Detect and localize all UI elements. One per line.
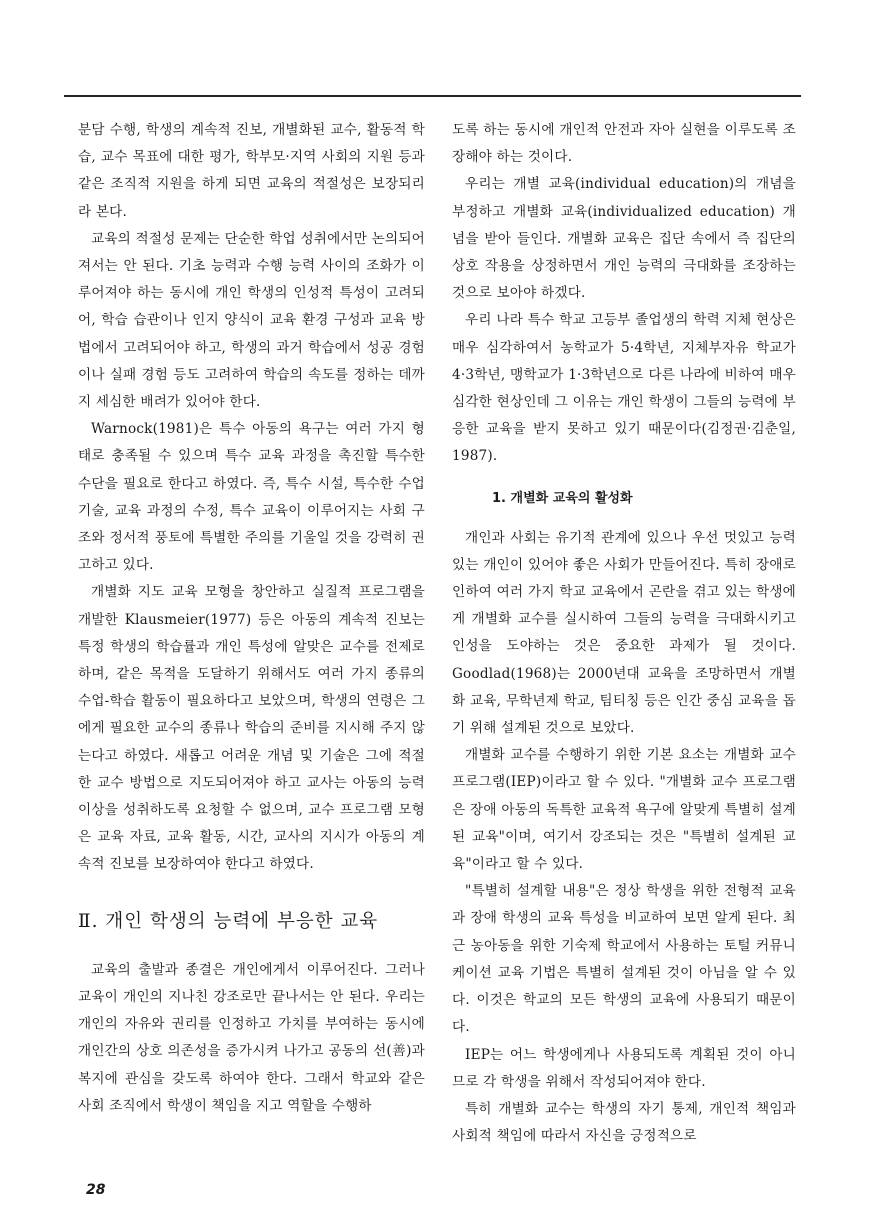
paragraph: IEP는 어느 학생에게나 사용되도록 계획된 것이 아니므로 각 학생을 위해서 작성되어져야 한다. [452, 1046, 796, 1090]
sub-heading: 1. 개별화 교육의 활성화 [492, 490, 633, 506]
paragraph: 교육의 출발과 종결은 개인에게서 이루어진다. 그러나 교육이 개인의 지나친 강조로만 끝나서는 안 된다. 우리는 개인의 자유와 권리를 인정하고 가치를 부여하는 동시에 개인간의 상호 의존성을 증가시켜 나가고 공동의 선(善)과 복지에 관심을 갖도록 하여야 한다. 그래서 학교와 같은 사회 조직에서 학생이 책임을 지고 역할을 수행하 [78, 961, 425, 1114]
paragraph: Warnock(1981)은 특수 아동의 욕구는 여러 가지 형태로 충족될 수 있으며 특수 교육 과정을 촉진할 특수한 수단을 필요로 한다고 하였다. 즉, 특수 시설, 특수한 수업 기술, 교육 과정의 수정, 특수 교육이 이루어지는 사회 구조와 정서적 풍토에 특별한 주의를 기울일 것을 강력히 권고하고 있다. [78, 421, 425, 574]
right-column [452, 117, 796, 1150]
paragraph: 개별화 교수를 수행하기 위한 기본 요소는 개별화 교수 프로그램(IEP)이라고 할 수 있다. "개별화 교수 프로그램은 장애 아동의 독특한 교육적 욕구에 알맞게 특별히 설계된 교육"이며, 여기서 강조되는 것은 "특별히 설계된 교육"이라고 할 수 있다. [452, 747, 796, 873]
paragraph: 개인과 사회는 유기적 관계에 있으나 우선 멋있고 능력있는 개인이 있어야 좋은 사회가 만들어진다. 특히 장애로 인하여 여러 가지 학교 교육에서 곤란을 겪고 있는 학생에게 개별화 교수를 실시하여 그들의 능력을 극대화시키고 인성을 도야하는 것은 중요한 과제가 될 것이다. Goodlad(1968)는 2000년대 교육을 조망하면서 개별화 교육, 무학년제 학교, 팀티칭 등은 인간 중심 교육을 돕기 위해 설계된 것으로 보았다. [452, 529, 796, 737]
paragraph: "특별히 설계할 내용"은 정상 학생을 위한 전형적 교육과 장애 학생의 교육 특성을 비교하여 보면 알게 된다. 최근 농아동을 위한 기숙제 학교에서 사용하는 토털 커뮤니케이션 교육 기법은 특별히 설계된 것이 아님을 알 수 있다. 이것은 학교의 모든 학생의 교육에 사용되기 때문이다. [452, 883, 796, 1036]
paragraph: 개별화 지도 교육 모형을 창안하고 실질적 프로그램을 개발한 Klausmeier(1977) 등은 아동의 계속적 진보는 특정 학생의 학습률과 개인 특성에 알맞은 교수를 전제로 하며, 같은 목적을 도달하기 위해서도 여러 가지 종류의 수업-학습 활동이 필요하다고 보았으며, 학생의 연령은 그에게 필요한 교수의 종류나 학습의 준비를 지시해 주지 않는다고 하였다. 새롭고 어려운 개념 및 기술은 그에 적절한 교수 방법으로 지도되어져야 하고 교사는 아동의 능력 이상을 성취하도록 요청할 수 없으며, 교수 프로그램 모형은 교육 자료, 교육 활동, 시간, 교사의 지시가 아동의 계속적 진보를 보장하여야 한다고 하였다. [78, 584, 425, 873]
paragraph: 분담 수행, 학생의 계속적 진보, 개별화된 교수, 활동적 학습, 교수 목표에 대한 평가, 학부모·지역 사회의 지원 등과 같은 조직적 지원을 하게 되면 교육의 적절성은 보장되리라 본다. [78, 122, 425, 220]
paragraph: 우리 나라 특수 학교 고등부 졸업생의 학력 지체 현상은 매우 심각하여서 농학교가 5·4학년, 지체부자유 학교가 4·3학년, 맹학교가 1·3학년으로 다른 나라에 비하여 매우 심각한 현상인데 그 이유는 개인 학생이 그들의 능력에 부응한 교육을 받지 못하고 있기 때문이다(김정권·김춘일, 1987). [452, 312, 796, 465]
paragraph: 도록 하는 동시에 개인적 안전과 자아 실현을 이루도록 조장해야 하는 것이다. [452, 122, 796, 166]
paragraph: 교육의 적절성 문제는 단순한 학업 성취에서만 논의되어져서는 안 된다. 기초 능력과 수행 능력 사이의 조화가 이루어져야 하는 동시에 개인 학생의 인성적 특성이 고려되어, 학습 습관이나 인지 양식이 교육 환경 구성과 교육 방법에서 고려되어야 하고, 학생의 과거 학습에서 성공 경험이나 실패 경험 등도 고려하여 학습의 속도를 정하는 데까지 세심한 배려가 있어야 한다. [78, 230, 425, 411]
header-rule [64, 95, 801, 97]
left-column [78, 117, 425, 1120]
section-heading: Ⅱ. 개인 학생의 능력에 부응한 교육 [78, 910, 379, 932]
page-number: 28 [86, 1182, 106, 1198]
paragraph: 특히 개별화 교수는 학생의 자기 통제, 개인적 책임과 사회적 책임에 따라서 자신을 긍정적으로 [452, 1100, 796, 1145]
paragraph: 우리는 개별 교육(individual education)의 개념을 부정하고 개별화 교육(individualized education) 개념을 받아 들인다. 개별화 교육은 집단 속에서 즉 집단의 상호 작용을 상정하면서 개인 능력의 극대화를 조장하는 것으로 보아야 하겠다. [452, 176, 796, 302]
